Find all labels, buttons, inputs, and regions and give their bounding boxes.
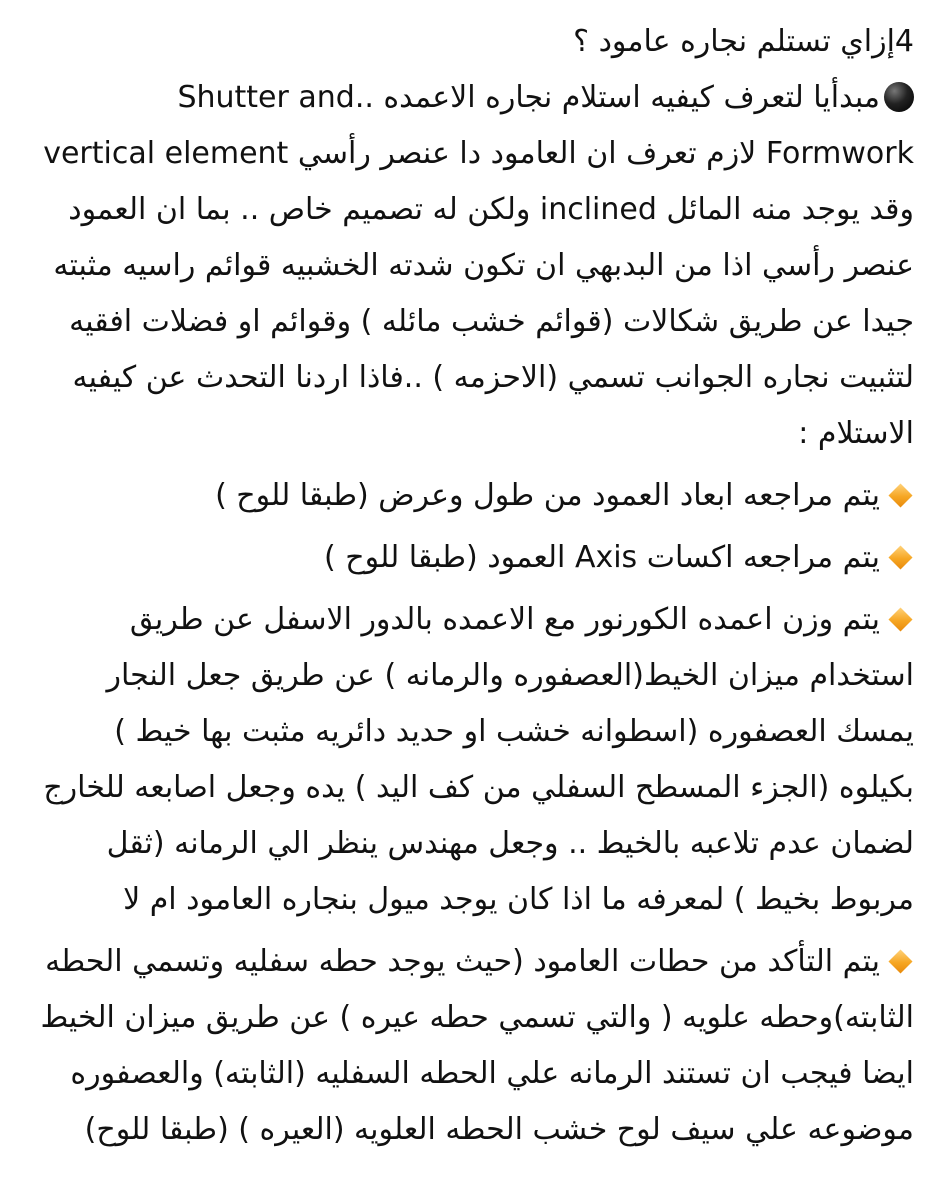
intro-paragraph [30,70,914,462]
step-text: يتم مراجعه اكسات Axis العمود (طبقا للوح ) [324,540,880,575]
orange-diamond-icon [888,545,912,569]
step-item [30,934,914,1158]
orange-diamond-icon [888,949,912,973]
orange-diamond-icon [888,607,912,631]
orange-diamond-icon [888,483,912,507]
step-text: يتم التأكد من حطات العامود (حيث يوجد حطه سفليه وتسمي الحطه الثابته)وحطه علويه ( والتي تسمي حطه عيره ) عن طريق ميزان الخيط ايضا فيجب ان تستند الرمانه علي الحطه السفليه (الثابته) والعصفوره موضوعه علي سيف لوح خشب الحطه العلويه (العيره ) (طبقا للوح) [40,944,914,1147]
step-item [30,468,914,524]
step-item [30,530,914,586]
step-text: يتم وزن اعمده الكورنور مع الاعمده بالدور الاسفل عن طريق استخدام ميزان الخيط(العصفوره والرمانه ) عن طريق جعل النجار يمسك العصفوره (اسطوانه خشب او حديد دائريه مثبت بها خيط ) بكيلوه (الجزء المسطح السفلي من كف اليد ) يده وجعل اصابعه للخارج لضمان عدم تلاعبه بالخيط .. وجعل مهندس ينظر الي الرمانه (ثقل مربوط بخيط ) لمعرفه ما اذا كان يوجد ميول بنجاره العامود ام لا [43,602,914,917]
intro-text: مبدأيا لتعرف كيفيه استلام نجاره الاعمده ..Shutter and Formwork لازم تعرف ان العامود دا عنصر رأسي vertical element وقد يوجد منه المائل inclined ولكن له تصميم خاص .. بما ان العمود عنصر رأسي اذا من البدبهي ان تكون شدته الخشبيه قوائم راسيه مثبته جيدا عن طريق شكالات (قوائم خشب مائله ) وقوائم او فضلات افقيه لتثبيت نجاره الجوانب تسمي (الاحزمه ) ..فاذا اردنا التحدث عن كيفيه الاستلام : [43,80,914,451]
page-title: 4إزاي تستلم نجاره عامود ؟ [573,24,914,59]
step-text: يتم مراجعه ابعاد العمود من طول وعرض (طبقا للوح ) [215,478,880,513]
black-circle-icon [884,82,914,112]
step-item [30,592,914,928]
